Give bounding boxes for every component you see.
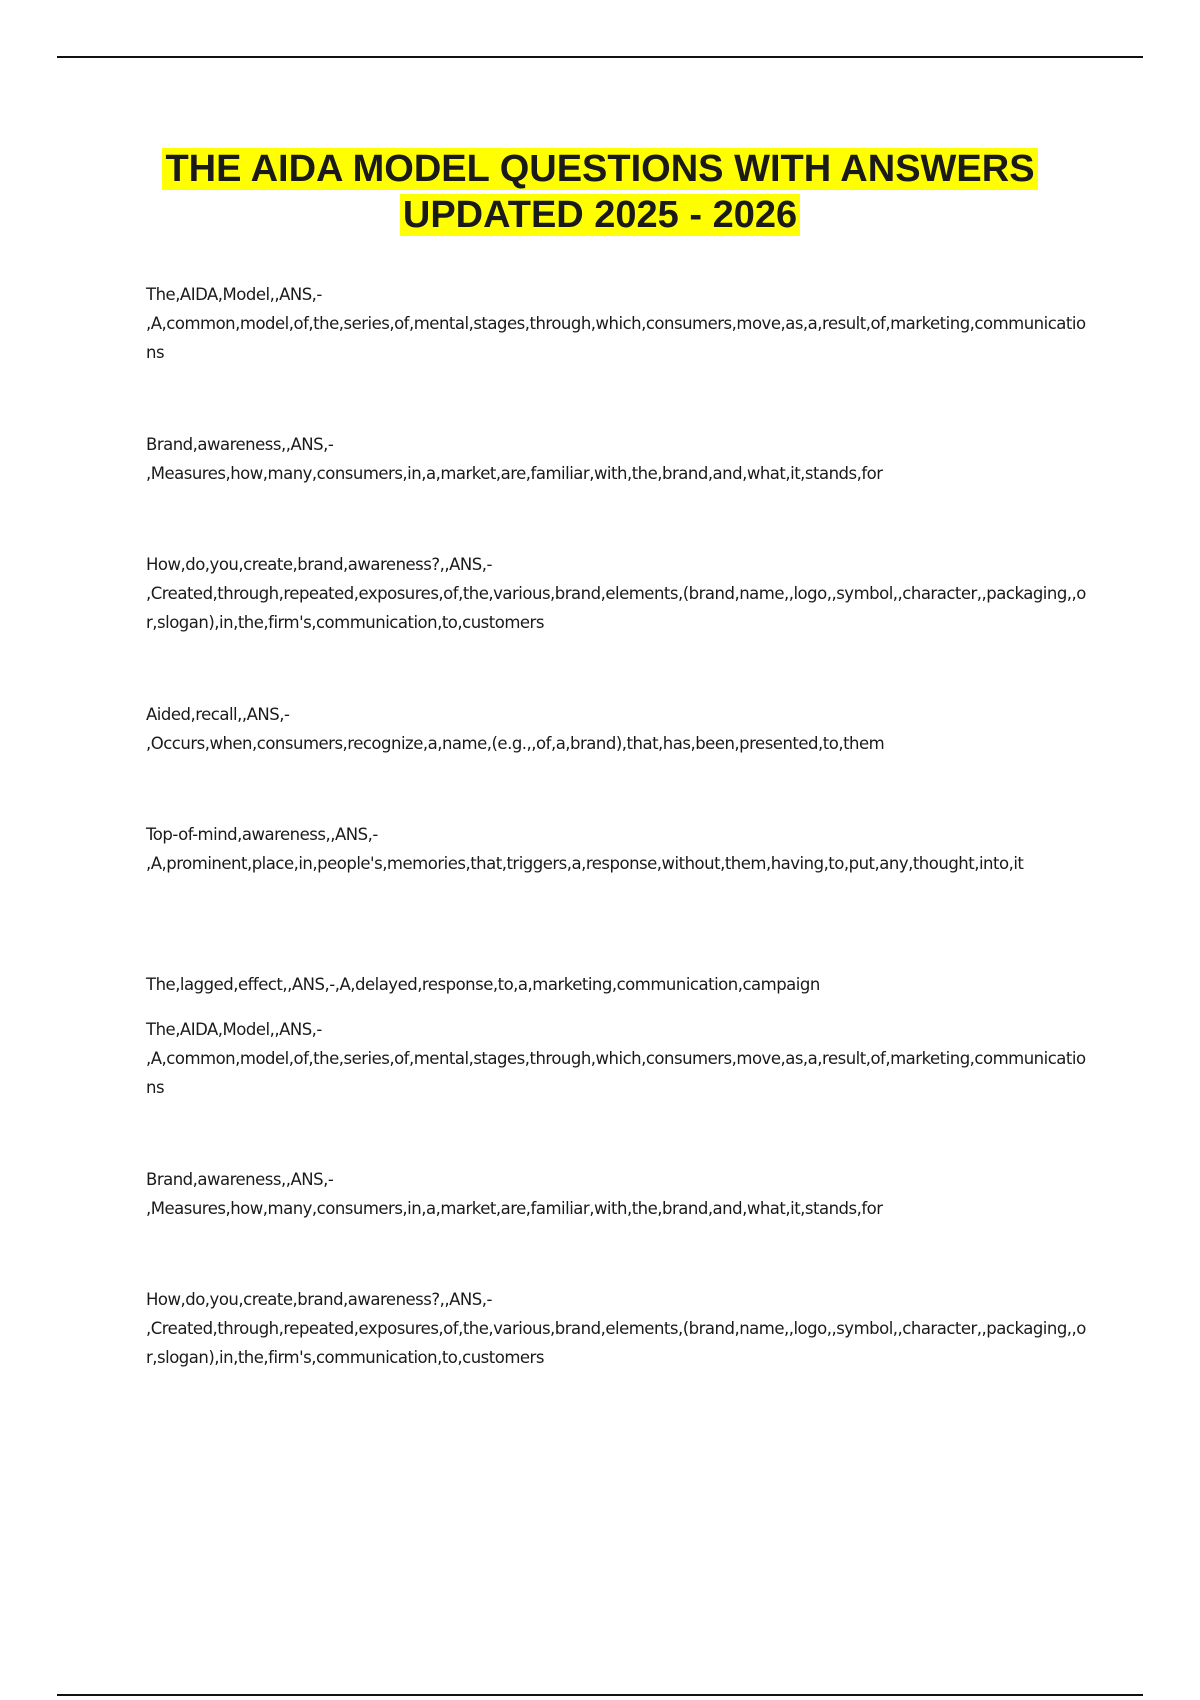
question-text: How,do,you,create,brand,awareness?,,ANS,- [146,1290,492,1309]
answer-text: ,Created,through,repeated,exposures,of,the,various,brand,elements,(brand,name,,logo,,symbol,,character,,packaging,,or,slogan),in,the,firm's,communication,to,customers [146,1319,1086,1367]
qa-entry-aida-model [146,280,1091,367]
question-text: Aided,recall,,ANS,- [146,705,290,724]
question-text: The,AIDA,Model,,ANS,- [146,1020,322,1039]
qa-entry-create-brand-awareness [146,550,1091,637]
header-rule [57,56,1143,58]
answer-text: ,A,common,model,of,the,series,of,mental,stages,through,which,consumers,move,as,a,result,of,marketing,communications [146,314,1086,362]
page-title [100,146,1100,238]
qa-entry-top-of-mind [146,820,1091,878]
answer-text: ,Created,through,repeated,exposures,of,the,various,brand,elements,(brand,name,,logo,,symbol,,character,,packaging,,or,slogan),in,the,firm's,communication,to,customers [146,584,1086,632]
page-title-line-1: THE AIDA MODEL QUESTIONS WITH ANSWERS [162,148,1037,190]
qa-entry-brand-awareness [146,430,1091,488]
qa-entry-aided-recall [146,700,1091,758]
page-title-line-2: UPDATED 2025 - 2026 [400,194,800,236]
qa-entry-aida-model-repeat [146,1015,1091,1102]
answer-text: ,Measures,how,many,consumers,in,a,market,are,familiar,with,the,brand,and,what,it,stands,for [146,464,883,483]
answer-text: ,A,prominent,place,in,people's,memories,that,triggers,a,response,without,them,having,to,put,any,thought,into,it [146,854,1024,873]
question-text: Brand,awareness,,ANS,- [146,435,334,454]
qa-entry-brand-awareness-repeat [146,1165,1091,1223]
question-text: The,lagged,effect,,ANS,- [146,975,335,994]
answer-text: ,Measures,how,many,consumers,in,a,market,are,familiar,with,the,brand,and,what,it,stands,for [146,1199,883,1218]
qa-entry-create-brand-awareness-repeat [146,1285,1091,1372]
question-text: Brand,awareness,,ANS,- [146,1170,334,1189]
answer-text: ,Occurs,when,consumers,recognize,a,name,(e.g.,,of,a,brand),that,has,been,presented,to,them [146,734,885,753]
qa-entry-lagged-effect [146,970,1091,999]
question-text: Top-of-mind,awareness,,ANS,- [146,825,378,844]
question-text: The,AIDA,Model,,ANS,- [146,285,322,304]
answer-text: ,A,delayed,response,to,a,marketing,communication,campaign [334,975,820,994]
question-text: How,do,you,create,brand,awareness?,,ANS,- [146,555,492,574]
footer-rule [57,1694,1143,1696]
answer-text: ,A,common,model,of,the,series,of,mental,stages,through,which,consumers,move,as,a,result,of,marketing,communications [146,1049,1086,1097]
